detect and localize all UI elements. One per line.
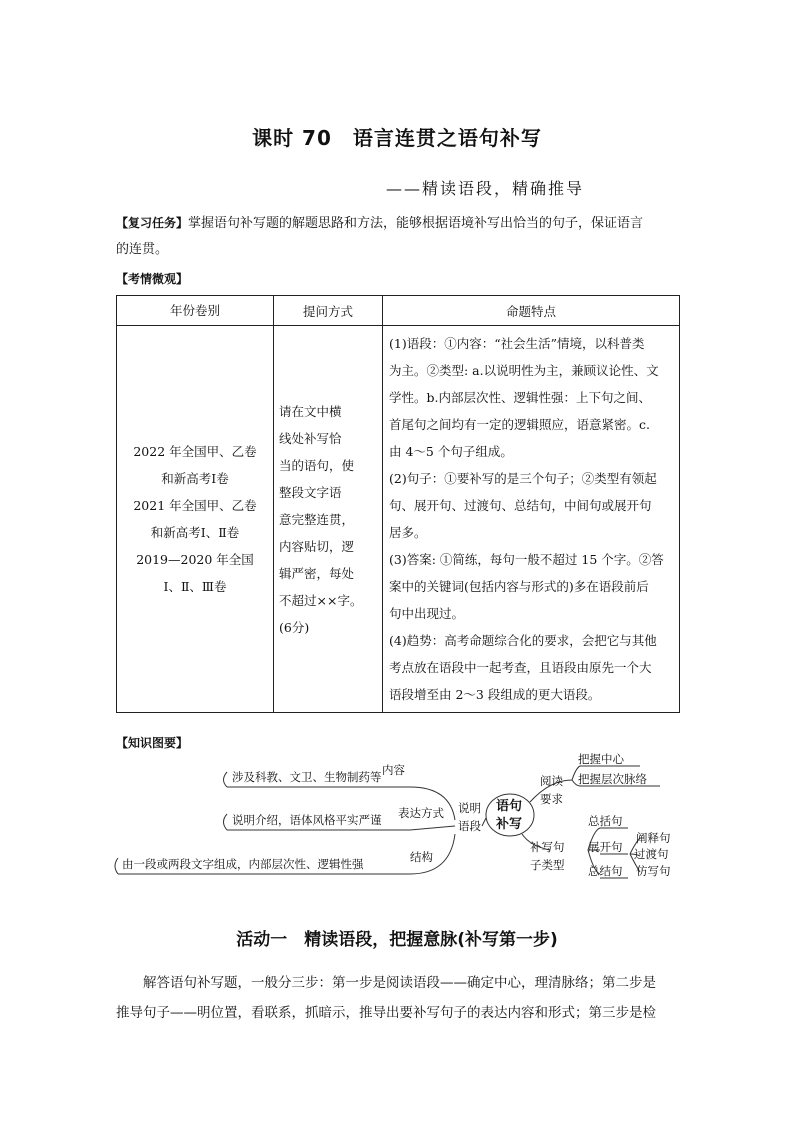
page-title: 课时 70 语言连贯之语句补写 bbox=[252, 126, 542, 150]
question-line: 当的语句，使 bbox=[279, 457, 355, 473]
question-cell bbox=[274, 326, 383, 713]
feature-line: (3)答案: ①简练，每句一般不超过 15 个字。②答 bbox=[389, 552, 664, 567]
year-line: 2019—2020 年全国 bbox=[136, 552, 254, 567]
question-line: 意完整连贯， bbox=[279, 511, 355, 527]
header-features: 命题特点 bbox=[383, 296, 680, 326]
content-branch: 内容 bbox=[382, 763, 405, 777]
table-header-row bbox=[117, 296, 680, 326]
read-item: 把握中心 bbox=[578, 752, 624, 766]
style-branch: 表达方式 bbox=[398, 806, 444, 820]
question-line: 内容贴切，逻 bbox=[279, 538, 355, 554]
question-line: 不超过××字。 bbox=[279, 592, 363, 608]
question-line: 整段文字语 bbox=[279, 484, 342, 500]
feature-line: 考点放在语段中一起考查，且语段由原先一个大 bbox=[389, 660, 652, 675]
year-line: 和新高考Ⅰ、Ⅱ卷 bbox=[150, 525, 240, 540]
knowledge-map bbox=[110, 750, 690, 890]
types-branch-line-1: 补写句 bbox=[530, 840, 565, 854]
review-label: 【复习任务】 bbox=[116, 216, 189, 230]
header-year: 年份卷别 bbox=[117, 296, 274, 326]
body-line-1: 解答语句补写题，一般分三步：第一步是阅读语段——确定中心，理清脉络；第二步是 bbox=[143, 975, 656, 991]
activity-title: 活动一 精读语段，把握意脉(补写第一步) bbox=[236, 930, 558, 950]
feature-line: (4)趋势：高考命题综合化的要求，会把它与其他 bbox=[389, 633, 657, 648]
table-row bbox=[117, 326, 680, 713]
feature-line: 句、展开句、过渡句、总结句，中间句或展开句 bbox=[389, 498, 652, 513]
feature-line: 学性。b.内部层次性、逻辑性强：上下句之间、 bbox=[389, 390, 651, 405]
read-branch-line-1: 阅读 bbox=[540, 774, 563, 788]
read-item: 把握层次脉络 bbox=[578, 772, 647, 786]
feature-line: (1)语段：①内容：“社会生活”情境，以科普类 bbox=[389, 336, 645, 351]
feature-line: 由 4～5 个句子组成。 bbox=[389, 444, 513, 459]
types-branch-line-2: 子类型 bbox=[530, 858, 565, 872]
year-cell bbox=[117, 326, 274, 713]
read-branch-line-2: 要求 bbox=[540, 792, 563, 806]
explanatory-label: 说明 bbox=[458, 801, 481, 815]
subtype-item: 阐释句 bbox=[636, 831, 671, 845]
feature-line: 语段增至由 2～3 段组成的更大语段。 bbox=[389, 687, 601, 702]
question-line: 线处补写恰 bbox=[279, 430, 342, 446]
exam-label: 【考情微观】 bbox=[116, 272, 189, 286]
content-detail: 涉及科教、文卫、生物制药等 bbox=[232, 770, 382, 784]
feature-line: 案中的关键词(包括内容与形式的)多在语段前后 bbox=[389, 579, 649, 594]
question-line: 请在文中横 bbox=[279, 403, 342, 419]
feature-line: 句中出现过。 bbox=[389, 606, 465, 621]
subtype-item: 过渡句 bbox=[634, 847, 669, 861]
body-text bbox=[116, 968, 686, 1028]
feature-line: 首尾句之间均有一定的逻辑照应，语意紧密。c. bbox=[389, 417, 650, 432]
header-question: 提问方式 bbox=[274, 296, 383, 326]
feature-line: (2)句子：①要补写的是三个句子；②类型有领起 bbox=[389, 471, 657, 486]
center-node-line-2: 补写 bbox=[496, 817, 523, 832]
map-label: 【知识图要】 bbox=[116, 736, 189, 750]
structure-branch: 结构 bbox=[410, 850, 433, 864]
type-item: 总括句 bbox=[588, 814, 623, 828]
review-line-1: 掌握语句补写题的解题思路和方法，能够根据语境补写出恰当的句子，保证语言 bbox=[188, 216, 644, 231]
feature-line: 为主。②类型: a.以说明性为主，兼顾议论性、文 bbox=[389, 363, 659, 378]
style-detail: 说明介绍，语体风格平实严谨 bbox=[232, 813, 382, 827]
review-task bbox=[116, 210, 686, 263]
paragraph-label: 语段 bbox=[458, 819, 481, 833]
year-line: Ⅰ、Ⅱ、Ⅲ卷 bbox=[163, 579, 227, 594]
year-line: 2022 年全国甲、乙卷 bbox=[133, 444, 257, 459]
type-item: 展开句 bbox=[588, 840, 623, 854]
feature-cell bbox=[383, 326, 680, 713]
question-line: (6分) bbox=[279, 619, 310, 635]
year-line: 和新高考Ⅰ卷 bbox=[161, 471, 229, 486]
page-subtitle: ——精读语段，精确推导 bbox=[386, 179, 585, 198]
year-line: 2021 年全国甲、乙卷 bbox=[133, 498, 257, 513]
feature-line: 居多。 bbox=[389, 525, 427, 540]
question-line: 辑严密，每处 bbox=[279, 565, 355, 581]
review-line-2: 的连贯。 bbox=[116, 242, 169, 257]
exam-table bbox=[116, 295, 680, 713]
center-node-line-1: 语句 bbox=[496, 799, 523, 814]
body-line-2: 推导句子——明位置，看联系，抓暗示，推导出要补写句子的表达内容和形式；第三步是检 bbox=[116, 1005, 656, 1021]
subtype-item: 仿写句 bbox=[636, 864, 671, 878]
type-item: 总结句 bbox=[588, 864, 623, 878]
structure-detail: 由一段或两段文字组成，内部层次性、逻辑性强 bbox=[122, 857, 364, 871]
